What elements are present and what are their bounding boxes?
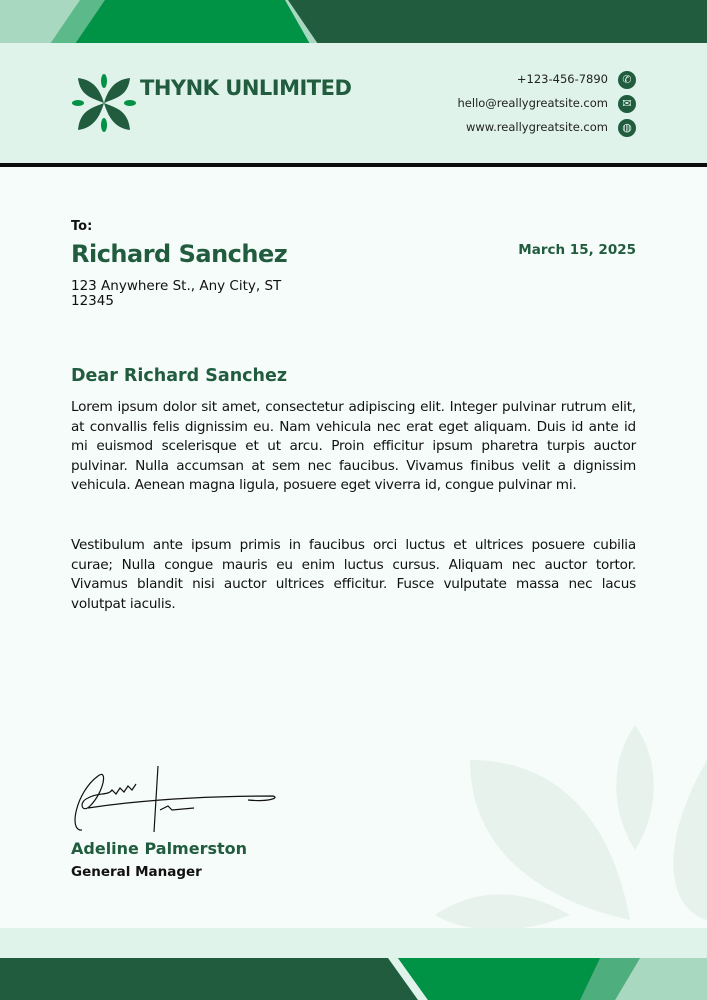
body-paragraph: Vestibulum ante ipsum primis in faucibus orci luctus et ultrices posuere cubilia curae; Nulla congue mauris eu enim luctus cursus. Aliquam nec auctor tortor. Vivamus blandit nisi auctor ultrices efficitur. Fusce vulputate massa nec lacus volutpat iaculis.: [71, 537, 636, 612]
globe-icon: ◍: [618, 119, 636, 137]
signer-title: General Manager: [71, 864, 202, 880]
recipient-address: 123 Anywhere St., Any City, ST 12345: [71, 278, 282, 309]
bottom-decoration: [0, 958, 707, 1000]
watermark-leaf-icon: [430, 720, 707, 960]
phone-icon: ✆: [618, 71, 636, 89]
salutation: Dear Richard Sanchez: [71, 366, 288, 386]
website-text[interactable]: www.reallygreatsite.com: [465, 120, 608, 134]
signer-name: Adeline Palmerston: [71, 839, 248, 858]
top-decoration: [0, 0, 707, 44]
recipient-name: Richard Sanchez: [71, 240, 288, 268]
leaf-logo-icon: [72, 72, 136, 134]
phone-text: +123-456-7890: [516, 72, 608, 86]
email-text[interactable]: hello@reallygreatsite.com: [457, 96, 608, 110]
footer-band: [0, 928, 707, 958]
to-label: To:: [71, 219, 93, 234]
letter-date: March 15, 2025: [518, 242, 636, 258]
email-icon: ✉: [618, 95, 636, 113]
header-divider: [0, 163, 707, 167]
company-name: THYNK UNLIMITED: [140, 76, 352, 100]
body-paragraph: Lorem ipsum dolor sit amet, consectetur adipiscing elit. Integer pulvinar rutrum elit, at convallis felis dignissim eu. Nam vehicula nec erat eget aliquam. Duis id ante id mi euismod scelerisque et ut arcu. Proin efficitur ipsum pharetra turpis auctor pulvinar. Nulla accumsan at sem nec faucibus. Vivamus finibus velit a dignissim vehicula. Aenean magna ligula, posuere eget viverra id, congue pulvinar mi.: [71, 399, 636, 494]
signature: [68, 762, 280, 837]
